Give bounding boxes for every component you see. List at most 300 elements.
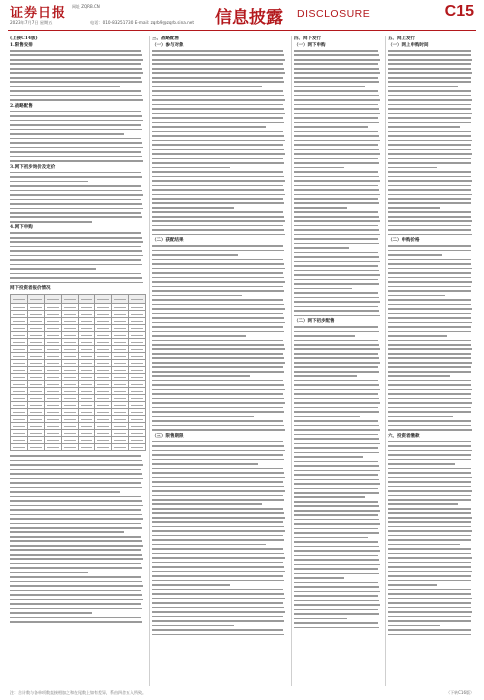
- text-line: [10, 518, 143, 520]
- paragraph-heading: 1.限售安排: [10, 43, 33, 48]
- text-line: [152, 393, 283, 395]
- table-cell: [78, 346, 95, 353]
- text-line: [294, 297, 379, 299]
- cell-text: [114, 328, 126, 329]
- text-line: [152, 322, 285, 324]
- text-line: [152, 459, 284, 461]
- table-cell: [27, 388, 44, 395]
- text-line: [152, 272, 283, 274]
- cell-text: [81, 342, 93, 343]
- cell-text: [64, 405, 76, 406]
- cell-text: [131, 426, 143, 427]
- table-cell: [11, 430, 28, 437]
- text-line: [152, 503, 262, 505]
- table-cell: [44, 367, 61, 374]
- cell-text: [97, 335, 109, 336]
- text-line: [10, 540, 142, 542]
- cell-text: [114, 433, 126, 434]
- cell-text: [97, 384, 109, 385]
- text-line: [10, 181, 88, 183]
- cell-text: [13, 299, 25, 300]
- text-line: [152, 317, 284, 319]
- text-line: [152, 535, 283, 537]
- table-cell: [95, 346, 112, 353]
- text-line: [294, 479, 379, 481]
- text-line: [10, 68, 142, 70]
- text-line: [294, 474, 378, 476]
- text-line: [152, 407, 283, 409]
- cell-text: [114, 398, 126, 399]
- cell-text: [47, 349, 59, 350]
- cell-text: [131, 370, 143, 371]
- cell-text: [97, 342, 109, 343]
- text-line: [388, 295, 445, 297]
- text-line: [388, 553, 471, 555]
- table-cell: [27, 318, 44, 325]
- text-line: [152, 198, 283, 200]
- text-line: [152, 202, 284, 204]
- text-line: [294, 306, 378, 308]
- table-cell: [78, 374, 95, 381]
- text-line: [388, 357, 471, 359]
- text-line: [388, 375, 450, 377]
- table-cell: [11, 318, 28, 325]
- column-4: [388, 36, 474, 686]
- text-line: [388, 185, 471, 187]
- table-row: [11, 367, 146, 374]
- table-cell: [11, 374, 28, 381]
- text-line: [10, 531, 124, 533]
- cell-text: [13, 349, 25, 350]
- cell-text: [13, 377, 25, 378]
- text-line: [388, 322, 472, 324]
- text-line: [10, 478, 143, 480]
- text-line: [152, 331, 284, 333]
- table-cell: [112, 430, 129, 437]
- cell-text: [131, 440, 143, 441]
- cell-text: [13, 384, 25, 385]
- cell-text: [30, 384, 42, 385]
- cell-text: [47, 321, 59, 322]
- table-cell: [95, 360, 112, 367]
- table-row: [11, 444, 146, 451]
- text-line: [152, 402, 285, 404]
- text-line: [152, 598, 285, 600]
- text-line: [152, 477, 285, 479]
- text-line: [294, 384, 379, 386]
- text-line: [10, 241, 143, 243]
- cell-text: [30, 412, 42, 413]
- text-line: [294, 202, 379, 204]
- cell-text: [64, 314, 76, 315]
- cell-text: [81, 433, 93, 434]
- table-cell: [78, 360, 95, 367]
- cell-text: [131, 349, 143, 350]
- text-line: [152, 580, 284, 582]
- text-line: [294, 609, 378, 611]
- table-row: [11, 381, 146, 388]
- text-block: [294, 43, 382, 628]
- text-line: [388, 272, 471, 274]
- text-line: [152, 68, 284, 70]
- text-line: [388, 362, 472, 364]
- table-cell: [112, 437, 129, 444]
- table-cell: [11, 381, 28, 388]
- cell-text: [81, 321, 93, 322]
- cell-text: [13, 335, 25, 336]
- text-line: [388, 512, 471, 514]
- text-line: [294, 465, 379, 467]
- table-cell: [44, 381, 61, 388]
- cell-text: [13, 307, 25, 308]
- cell-text: [114, 377, 126, 378]
- cell-text: [64, 349, 76, 350]
- text-line: [294, 117, 378, 119]
- cell-text: [47, 419, 59, 420]
- cell-text: [81, 307, 93, 308]
- text-line: [294, 243, 379, 245]
- text-line: [388, 281, 472, 283]
- cell-text: [114, 426, 126, 427]
- table-cell: [95, 367, 112, 374]
- text-line: [388, 371, 471, 373]
- text-line: [388, 135, 471, 137]
- cell-text: [13, 391, 25, 392]
- cell-text: [81, 391, 93, 392]
- text-line: [388, 535, 471, 537]
- table-cell: [11, 332, 28, 339]
- text-line: [152, 634, 284, 636]
- text-line: [294, 483, 380, 485]
- text-line: [294, 144, 378, 146]
- cell-text: [81, 412, 93, 413]
- text-line: [152, 454, 283, 456]
- text-line: [294, 577, 344, 579]
- text-line: [152, 629, 283, 631]
- text-block: [388, 43, 474, 635]
- cell-text: [81, 370, 93, 371]
- text-line: [294, 389, 380, 391]
- table-cell: [129, 374, 146, 381]
- text-line: [152, 389, 285, 391]
- text-line: [294, 270, 379, 272]
- text-line: [294, 407, 378, 409]
- table-cell: [112, 374, 129, 381]
- cell-text: [30, 328, 42, 329]
- table-cell: [44, 423, 61, 430]
- text-line: [294, 256, 379, 258]
- text-line: [10, 232, 141, 234]
- text-line: [388, 366, 471, 368]
- text-line: [152, 167, 230, 169]
- text-line: [10, 608, 142, 610]
- table-cell: [61, 430, 78, 437]
- text-line: [152, 375, 250, 377]
- text-line: [10, 594, 142, 596]
- text-line: [152, 286, 283, 288]
- text-line: [388, 50, 471, 52]
- cell-text: [47, 299, 59, 300]
- paragraph-heading: （二）网下初步配售: [294, 319, 335, 325]
- table-cell: [129, 381, 146, 388]
- text-line: [152, 441, 283, 443]
- table-cell: [44, 346, 61, 353]
- cell-text: [131, 307, 143, 308]
- text-line: [152, 472, 284, 474]
- table-cell: [129, 339, 146, 346]
- text-line: [388, 299, 471, 301]
- table-cell: [95, 332, 112, 339]
- text-line: [152, 398, 284, 400]
- text-line: [388, 229, 471, 231]
- text-line: [294, 135, 379, 137]
- text-line: [294, 496, 365, 498]
- text-line: [10, 509, 141, 511]
- table-cell: [78, 388, 95, 395]
- text-line: [388, 90, 471, 92]
- table-row: [11, 402, 146, 409]
- cell-text: [97, 377, 109, 378]
- text-line: [388, 348, 472, 350]
- table-cell: [129, 388, 146, 395]
- table-cell: [61, 423, 78, 430]
- text-line: [152, 486, 284, 488]
- footnote: 注：合计数与各单项数直接相加之和在尾数上如有差异，系由四舍五入所致。: [10, 690, 146, 695]
- table-cell: [44, 360, 61, 367]
- text-line: [388, 77, 471, 79]
- table-cell: [11, 325, 28, 332]
- text-line: [152, 445, 284, 447]
- table-cell: [61, 367, 78, 374]
- cell-text: [30, 314, 42, 315]
- text-line: [152, 313, 283, 315]
- table-cell: [61, 339, 78, 346]
- table-cell: [27, 367, 44, 374]
- text-line: [152, 450, 285, 452]
- cell-text: [131, 299, 143, 300]
- table-cell: [129, 353, 146, 360]
- table-cell: [78, 367, 95, 374]
- text-line: [152, 463, 258, 465]
- text-line: [10, 185, 141, 187]
- text-line: [294, 198, 378, 200]
- text-line: [388, 108, 471, 110]
- text-line: [152, 575, 283, 577]
- cell-text: [47, 384, 59, 385]
- cell-text: [131, 384, 143, 385]
- text-line: [388, 140, 472, 142]
- table-cell: [95, 304, 112, 311]
- table-cell: [78, 325, 95, 332]
- table-cell: [44, 374, 61, 381]
- text-line: [10, 237, 142, 239]
- table-cell: [61, 402, 78, 409]
- text-line: [10, 473, 142, 475]
- text-line: [152, 481, 283, 483]
- text-line: [152, 135, 284, 137]
- table-cell: [129, 430, 146, 437]
- table-cell: [78, 318, 95, 325]
- column-divider: [385, 36, 386, 686]
- text-line: [152, 416, 254, 418]
- text-line: [10, 460, 142, 462]
- text-line: [152, 308, 285, 310]
- cell-text: [97, 349, 109, 350]
- text-line: [388, 425, 471, 427]
- text-line: [152, 268, 285, 270]
- table-cell: [78, 444, 95, 451]
- text-line: [294, 514, 378, 516]
- text-line: [10, 81, 142, 83]
- website-label: 网址 ZQRB.CN: [72, 4, 100, 9]
- text-line: [152, 180, 285, 182]
- cell-text: [13, 314, 25, 315]
- table-cell: [112, 295, 129, 304]
- table-cell: [61, 409, 78, 416]
- text-line: [388, 63, 471, 65]
- cell-text: [30, 370, 42, 371]
- text-line: [152, 277, 284, 279]
- text-line: [388, 539, 471, 541]
- paragraph-heading: （二）获配结果: [152, 238, 184, 244]
- cell-text: [114, 363, 126, 364]
- text-line: [152, 140, 285, 142]
- text-line: [294, 122, 379, 124]
- table-cell: [61, 295, 78, 304]
- text-line: [294, 162, 379, 164]
- text-line: [388, 521, 471, 523]
- text-line: [388, 611, 472, 613]
- table-cell: [44, 332, 61, 339]
- table-cell: [11, 353, 28, 360]
- text-line: [388, 607, 471, 609]
- text-line: [152, 144, 283, 146]
- text-line: [388, 95, 471, 97]
- table-cell: [27, 353, 44, 360]
- table-cell: [95, 388, 112, 395]
- text-line: [152, 335, 246, 337]
- table-cell: [27, 437, 44, 444]
- text-line: [294, 541, 378, 543]
- text-line: [152, 290, 284, 292]
- text-line: [294, 348, 380, 350]
- text-line: [294, 443, 380, 445]
- text-line: [10, 585, 143, 587]
- table-row: [11, 388, 146, 395]
- text-line: [388, 571, 472, 573]
- cell-text: [97, 440, 109, 441]
- text-line: [10, 54, 142, 56]
- text-line: [388, 562, 471, 564]
- text-line: [294, 600, 379, 602]
- table-cell: [95, 339, 112, 346]
- table-cell: [112, 304, 129, 311]
- cell-text: [81, 447, 93, 448]
- table-cell: [44, 430, 61, 437]
- text-line: [152, 234, 285, 236]
- table-cell: [11, 360, 28, 367]
- text-line: [388, 634, 471, 636]
- cell-text: [81, 405, 93, 406]
- table-cell: [78, 402, 95, 409]
- text-line: [10, 129, 142, 131]
- cell-text: [64, 377, 76, 378]
- column-2: [152, 36, 288, 686]
- text-line: [10, 612, 92, 614]
- table-cell: [61, 353, 78, 360]
- text-line: [388, 313, 471, 315]
- cell-text: [97, 299, 109, 300]
- text-line: [152, 72, 285, 74]
- text-line: [152, 171, 283, 173]
- cell-text: [30, 377, 42, 378]
- text-line: [10, 250, 142, 252]
- table-cell: [61, 360, 78, 367]
- text-line: [294, 586, 379, 588]
- table-row: [11, 295, 146, 304]
- text-line: [388, 117, 471, 119]
- cell-text: [114, 299, 126, 300]
- table-cell: [78, 430, 95, 437]
- cell-text: [47, 447, 59, 448]
- text-line: [294, 81, 379, 83]
- text-line: [152, 384, 284, 386]
- cell-text: [30, 356, 42, 357]
- cell-text: [114, 307, 126, 308]
- text-line: [294, 180, 380, 182]
- text-line: [294, 104, 378, 106]
- table-row: [11, 311, 146, 318]
- text-line: [152, 99, 285, 101]
- table-cell: [95, 423, 112, 430]
- text-line: [10, 576, 141, 578]
- text-line: [294, 393, 378, 395]
- table-cell: [112, 318, 129, 325]
- cell-text: [13, 328, 25, 329]
- text-line: [10, 603, 141, 605]
- text-line: [294, 189, 379, 191]
- text-line: [388, 331, 471, 333]
- table-cell: [44, 304, 61, 311]
- text-line: [388, 176, 471, 178]
- table-cell: [27, 416, 44, 423]
- text-line: [388, 490, 472, 492]
- text-line: [152, 371, 284, 373]
- cell-text: [13, 433, 25, 434]
- cell-text: [131, 391, 143, 392]
- text-line: [152, 77, 283, 79]
- text-line: [294, 438, 379, 440]
- cell-text: [30, 419, 42, 420]
- text-line: [10, 86, 120, 88]
- cell-text: [97, 356, 109, 357]
- table-cell: [95, 374, 112, 381]
- cell-text: [131, 412, 143, 413]
- text-line: [294, 425, 379, 427]
- text-line: [10, 63, 141, 65]
- text-line: [388, 548, 471, 550]
- table-cell: [27, 423, 44, 430]
- cell-text: [81, 335, 93, 336]
- cell-text: [131, 363, 143, 364]
- text-line: [10, 194, 143, 196]
- section-title-english: DISCLOSURE: [297, 8, 371, 20]
- cell-text: [64, 412, 76, 413]
- table-cell: [61, 346, 78, 353]
- table-cell: [61, 437, 78, 444]
- text-line: [152, 254, 238, 256]
- text-line: [152, 607, 284, 609]
